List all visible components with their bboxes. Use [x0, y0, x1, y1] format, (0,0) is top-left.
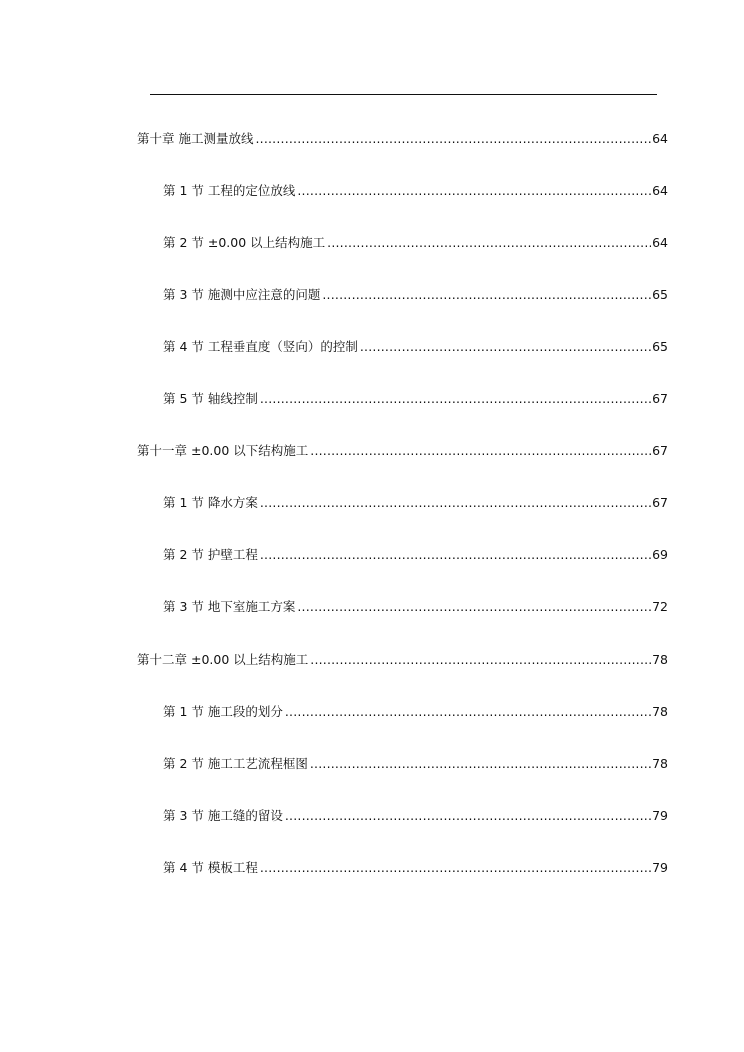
toc-entry-title: 第 1 节 工程的定位放线 [163, 183, 296, 198]
toc-entry-page: 65 [652, 287, 668, 302]
toc-chapter-10[interactable] [137, 129, 668, 149]
toc-entry-page: 67 [652, 443, 668, 458]
toc-entry-title: 第 2 节 ±0.00 以上结构施工 [163, 235, 326, 250]
toc-entry-page: 78 [652, 652, 668, 667]
toc-entry-title: 第 3 节 施工缝的留设 [163, 808, 283, 823]
toc-chapter-11[interactable] [137, 441, 668, 461]
dot-leader [285, 806, 651, 826]
toc-entry-title: 第十一章 ±0.00 以下结构施工 [137, 443, 309, 458]
dot-leader [322, 285, 651, 305]
toc-section-11-1[interactable] [163, 493, 668, 513]
toc-section-10-2[interactable] [163, 233, 668, 253]
toc-entry-title: 第 3 节 施测中应注意的问题 [163, 287, 321, 302]
toc-entry-page: 79 [652, 808, 668, 823]
toc-chapter-12[interactable] [137, 650, 668, 670]
dot-leader [360, 337, 651, 357]
toc-entry-page: 72 [652, 599, 668, 614]
toc-section-10-1[interactable] [163, 181, 668, 201]
toc-entry-title: 第 5 节 轴线控制 [163, 391, 258, 406]
toc-entry-title: 第 1 节 降水方案 [163, 495, 258, 510]
toc-entry-page: 79 [652, 860, 668, 875]
toc-entry-title: 第 3 节 地下室施工方案 [163, 599, 296, 614]
toc-section-11-3[interactable] [163, 597, 668, 617]
toc-section-12-3[interactable] [163, 806, 668, 826]
dot-leader [310, 754, 651, 774]
dot-leader [310, 650, 651, 670]
toc-entry-title: 第 1 节 施工段的划分 [163, 704, 283, 719]
toc-section-12-2[interactable] [163, 754, 668, 774]
dot-leader [260, 493, 651, 513]
toc-entry-page: 65 [652, 339, 668, 354]
toc-section-10-3[interactable] [163, 285, 668, 305]
dot-leader [327, 233, 651, 253]
toc-entry-title: 第十章 施工测量放线 [137, 131, 254, 146]
toc-entry-page: 64 [652, 131, 668, 146]
toc-section-12-1[interactable] [163, 702, 668, 722]
toc-entry-page: 78 [652, 756, 668, 771]
toc-entry-page: 64 [652, 235, 668, 250]
toc-entry-title: 第 4 节 工程垂直度（竖向）的控制 [163, 339, 358, 354]
toc-entry-page: 64 [652, 183, 668, 198]
toc-section-12-4[interactable] [163, 858, 668, 878]
toc-entry-page: 67 [652, 495, 668, 510]
toc-entry-title: 第十二章 ±0.00 以上结构施工 [137, 652, 309, 667]
toc-entry-title: 第 2 节 护壁工程 [163, 547, 258, 562]
dot-leader [297, 181, 651, 201]
toc-entry-page: 67 [652, 391, 668, 406]
dot-leader [260, 389, 651, 409]
dot-leader [310, 441, 651, 461]
toc-entry-page: 78 [652, 704, 668, 719]
dot-leader [285, 702, 651, 722]
dot-leader [255, 129, 651, 149]
dot-leader [260, 858, 651, 878]
toc-entry-title: 第 2 节 施工工艺流程框图 [163, 756, 308, 771]
dot-leader [260, 545, 651, 565]
toc-entry-page: 69 [652, 547, 668, 562]
toc-section-10-4[interactable] [163, 337, 668, 357]
toc-section-10-5[interactable] [163, 389, 668, 409]
toc-entry-title: 第 4 节 模板工程 [163, 860, 258, 875]
toc-section-11-2[interactable] [163, 545, 668, 565]
dot-leader [297, 597, 651, 617]
